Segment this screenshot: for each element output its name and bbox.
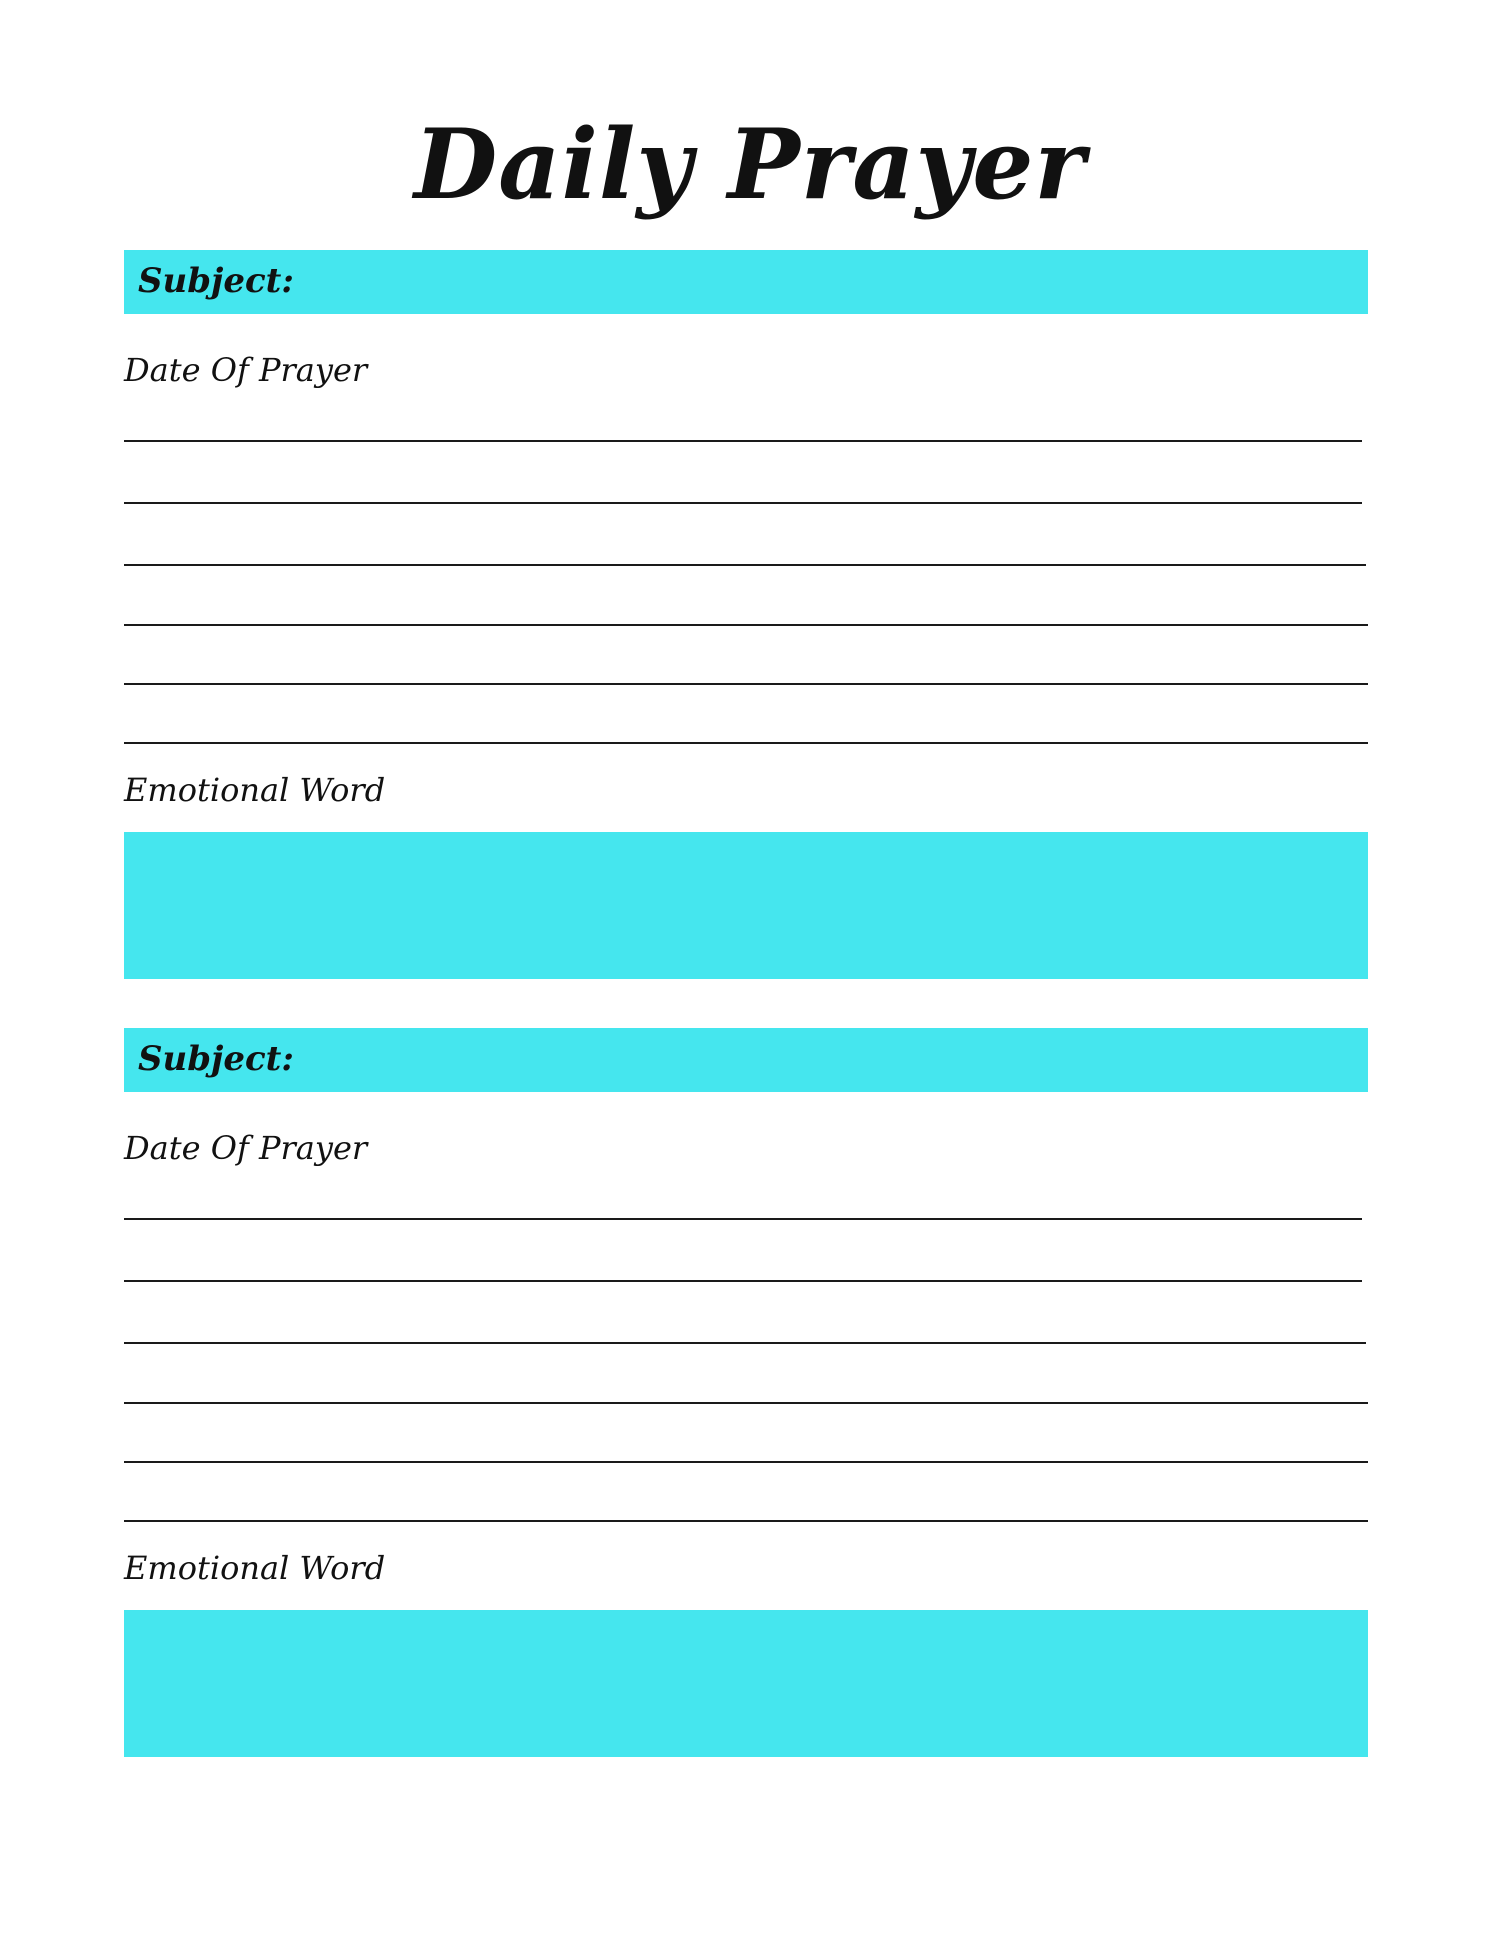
writing-line[interactable]	[124, 1280, 1362, 1282]
subject-field[interactable]	[124, 250, 1368, 314]
writing-line[interactable]	[124, 1402, 1368, 1404]
emotional-word-label: Emotional Word	[124, 771, 386, 809]
emotional-word-box[interactable]	[124, 1610, 1368, 1757]
writing-line[interactable]	[124, 683, 1368, 685]
emotional-word-label: Emotional Word	[124, 1549, 386, 1587]
writing-line[interactable]	[124, 440, 1362, 442]
subject-field[interactable]	[124, 1028, 1368, 1092]
prayer-entry-2	[124, 1028, 1368, 1788]
prayer-writing-area[interactable]	[124, 440, 1368, 750]
prayer-entry-1	[124, 250, 1368, 1010]
writing-line[interactable]	[124, 1461, 1368, 1463]
subject-label: Subject:	[138, 1039, 294, 1079]
writing-line[interactable]	[124, 564, 1366, 566]
writing-line[interactable]	[124, 742, 1368, 744]
date-of-prayer-label: Date Of Prayer	[124, 1129, 368, 1167]
emotional-word-box[interactable]	[124, 832, 1368, 979]
page-title: Daily Prayer	[414, 108, 1086, 221]
prayer-writing-area[interactable]	[124, 1218, 1368, 1528]
date-of-prayer-label: Date Of Prayer	[124, 351, 368, 389]
writing-line[interactable]	[124, 1520, 1368, 1522]
writing-line[interactable]	[124, 502, 1362, 504]
writing-line[interactable]	[124, 624, 1368, 626]
writing-line[interactable]	[124, 1342, 1366, 1344]
subject-label: Subject:	[138, 261, 294, 301]
writing-line[interactable]	[124, 1218, 1362, 1220]
